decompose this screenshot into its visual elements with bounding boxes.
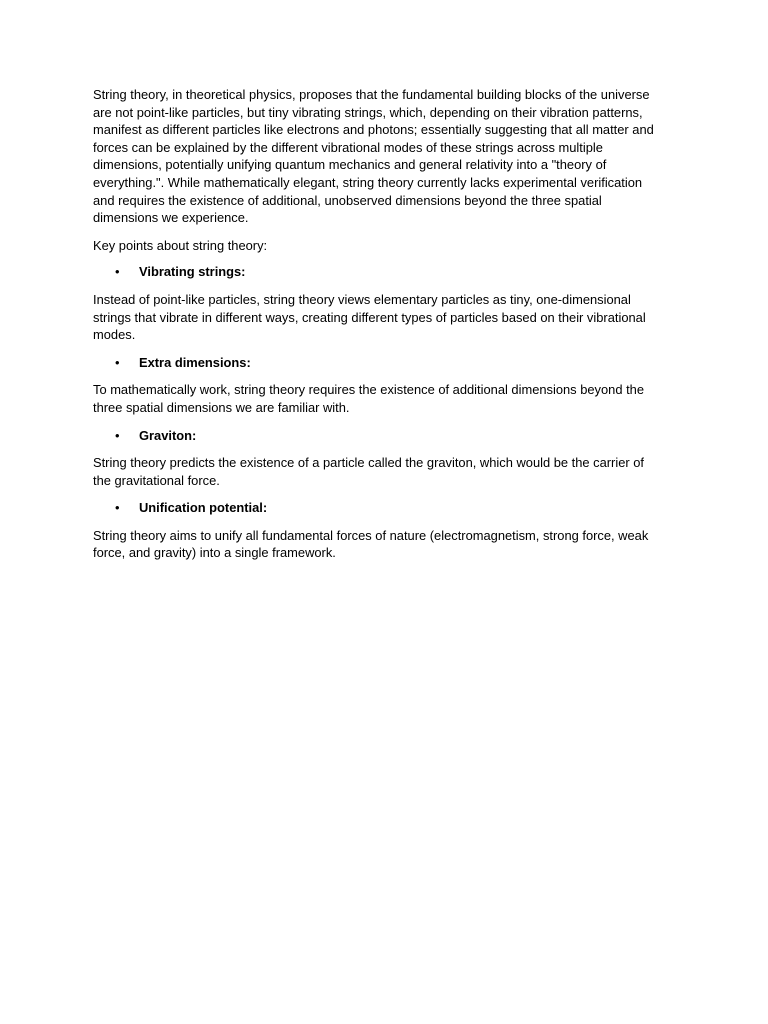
bullet-title: Graviton: (139, 427, 197, 443)
bullet-graviton (93, 427, 665, 445)
point-explanation: Instead of point-like particles, string theory views elementary particles as tiny, one-dimensional strings that vibrate in different ways, creating different types of particles based on their vibrational modes. (93, 291, 646, 343)
bullet-icon: • (115, 264, 120, 280)
bullet-title: Unification potential: (139, 500, 268, 516)
bullet-icon: • (115, 500, 120, 516)
point-explanation: String theory predicts the existence of a particle called the graviton, which would be the carrier of the gravitational force. (93, 455, 645, 488)
point-explanation: To mathematically work, string theory requires the existence of additional dimensions beyond the three spatial dimensions we are familiar with. (93, 382, 645, 415)
bullet-title: Extra dimensions: (139, 354, 251, 370)
bullet-title: Vibrating strings: (139, 264, 246, 280)
key-points-heading: Key points about string theory: (93, 237, 268, 253)
bullet-icon: • (115, 354, 120, 370)
bullet-vibrating-strings (93, 263, 665, 281)
bullet-extra-dimensions (93, 354, 665, 372)
point-explanation: String theory aims to unify all fundamental forces of nature (electromagnetism, strong force, weak force, and gravity) into a single framework. (93, 527, 649, 561)
bullet-unification-potential (93, 499, 665, 517)
intro-paragraph: String theory, in theoretical physics, proposes that the fundamental building blocks of the universe are not point-like particles, but tiny vibrating strings, which, depending on their vibration patterns, manifest as different particles like electrons and photons; essentially suggesting that all matter and forces can be explained by the different vibrational modes of these strings across multiple dimensions, potentially unifying quantum mechanics and general relativity into a "theory of everything.". While mathematically elegant, string theory currently lacks experimental verification and requires the existence of additional, unobserved dimensions beyond the three spatial dimensions we experience. (93, 87, 654, 226)
document-body (93, 86, 665, 572)
bullet-icon: • (115, 427, 120, 443)
